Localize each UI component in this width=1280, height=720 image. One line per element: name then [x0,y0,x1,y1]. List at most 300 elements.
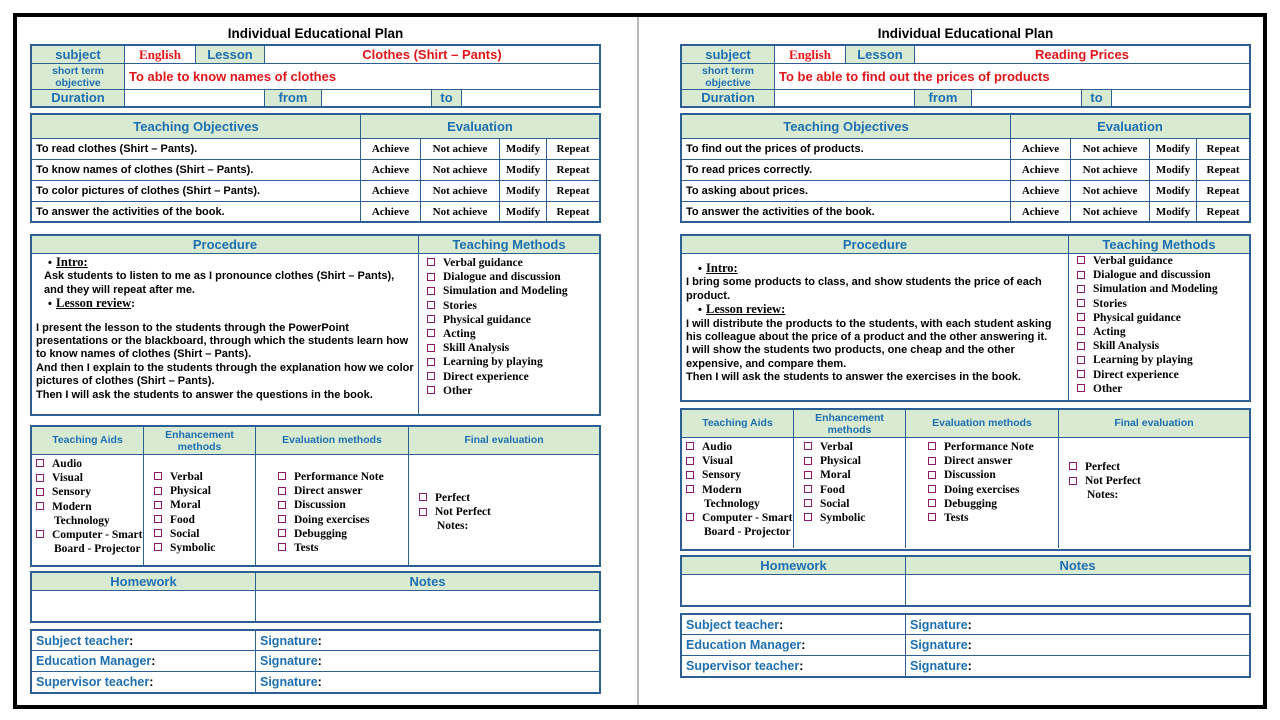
eval-option-modify[interactable]: Modify [1150,202,1197,223]
checkbox-item[interactable] [36,485,143,499]
checkbox-item[interactable] [686,440,793,454]
checkbox-icon[interactable] [154,472,162,480]
review-line: Then I will ask the students to answer the exercises in the book. [686,371,1021,384]
objective-item: To answer the activities of the book. [682,202,1011,223]
checkbox-item[interactable] [154,527,255,541]
objectives-header: Teaching Objectives [32,115,361,139]
checkbox-label: Food [820,483,845,496]
checkbox-icon[interactable] [278,529,286,537]
eval-methods-header: Evaluation methods [906,410,1059,438]
objective-item: To read clothes (Shirt – Pants). [32,139,361,160]
checkbox-label: Verbal guidance [1093,255,1173,267]
eval-option-not-achieve[interactable]: Not achieve [421,160,500,181]
checkbox-icon[interactable] [278,543,286,551]
eval-option-not-achieve[interactable]: Not achieve [421,139,500,160]
checkbox-item[interactable] [804,440,905,454]
checkbox-icon[interactable] [804,499,812,507]
eval-option-modify[interactable]: Modify [500,160,547,181]
checkbox-label: Perfect [1085,461,1121,473]
final-notes-label: Notes: [1087,489,1119,502]
checkbox-label: Computer - Smart Board - Projector [52,529,143,556]
checkbox-item[interactable] [1077,353,1249,367]
checkbox-item[interactable] [1077,339,1249,353]
role-label: Education Manager [686,638,802,653]
checkbox-label: Physical [170,485,211,498]
checkbox-item[interactable] [154,470,255,484]
eval-option-modify[interactable]: Modify [1150,160,1197,181]
checkbox-icon[interactable] [427,344,435,352]
evaluation-header: Evaluation [361,115,599,139]
checkbox-icon[interactable] [804,442,812,450]
checkbox-item[interactable] [804,454,905,468]
signature-label: Signature [260,654,318,669]
eval-option-modify[interactable]: Modify [1150,139,1197,160]
homework-header: Homework [682,557,906,575]
signature-label: Signature [910,618,968,632]
eval-option-modify[interactable]: Modify [500,202,547,223]
role-label: Education Manager [36,654,152,669]
checkbox-icon[interactable] [419,508,427,516]
signature-role [682,635,906,655]
eval-option-achieve[interactable]: Achieve [361,202,421,223]
checkbox-label: Stories [443,299,477,312]
subject-value: English [775,46,846,64]
signature-role [682,656,906,676]
notes-header: Notes [906,557,1249,575]
checkbox-label: Acting [443,328,476,341]
eval-option-not-achieve[interactable]: Not achieve [1071,139,1150,160]
checkbox-icon[interactable] [427,358,435,366]
signature-field[interactable] [906,615,1249,635]
final-eval-header: Final evaluation [409,427,599,455]
checkbox-item[interactable] [36,457,143,471]
signature-field[interactable] [906,656,1249,676]
checkbox-label: Computer - Smart Board - Projector [702,512,793,539]
procedure-body [682,254,1069,400]
eval-option-not-achieve[interactable]: Not achieve [1071,181,1150,202]
checkbox-icon[interactable] [419,493,427,501]
role-label: Supervisor teacher [686,658,800,673]
signature-label: Signature [910,658,968,673]
checkbox-icon[interactable] [1069,477,1077,485]
checkbox-item[interactable] [427,384,599,398]
checkbox-icon[interactable] [36,474,44,482]
eval-option-repeat[interactable]: Repeat [556,206,590,218]
signature-table [680,613,1251,678]
role-colon: : [801,638,806,653]
checkbox-item[interactable] [804,468,905,482]
checkbox-label: Modern Technology [702,483,760,510]
checkbox-item[interactable] [419,505,599,519]
final-eval-header: Final evaluation [1059,410,1249,438]
eval-option-repeat[interactable]: Repeat [547,160,599,181]
checkbox-label: Visual [702,455,733,468]
checkbox-item[interactable] [928,483,1058,497]
procedure-header: Procedure [682,236,1069,254]
to-label: to [432,90,462,106]
checkbox-item[interactable] [278,527,408,541]
eval-option-modify[interactable]: Modify [500,181,547,202]
checkbox-item[interactable] [427,355,599,369]
signature-field[interactable] [256,672,599,692]
eval-option-modify[interactable]: Modify [500,139,547,160]
objective-value: To able to know names of clothes [125,64,599,90]
checkbox-icon[interactable] [36,459,44,467]
eval-option-repeat[interactable]: Repeat [1206,206,1240,218]
checkbox-item[interactable] [154,498,255,512]
checkbox-item[interactable] [1077,382,1249,396]
checkbox-item[interactable] [427,341,599,355]
signature-colon: : [967,658,972,673]
notes-input[interactable] [256,591,599,621]
checkbox-icon[interactable] [1077,271,1085,279]
eval-option-repeat[interactable]: Repeat [1197,181,1249,202]
homework-input[interactable] [32,591,256,621]
signature-colon: : [317,634,322,648]
checkbox-item[interactable] [154,484,255,498]
final-eval-list [1059,438,1249,548]
checkbox-item[interactable] [427,256,599,270]
subject-label: subject [32,46,125,64]
lesson-label: Lesson [196,46,265,64]
checkbox-icon[interactable] [1077,299,1085,307]
checkbox-label: Performance Note [944,441,1034,453]
objective-item: To answer the activities of the book. [32,202,361,223]
checkbox-icon[interactable] [278,487,286,495]
checkbox-icon[interactable] [278,472,286,480]
checkbox-label: Modern Technology [52,500,110,527]
checkbox-icon[interactable] [1077,370,1085,378]
checkbox-icon[interactable] [154,515,162,523]
checkbox-icon[interactable] [804,471,812,479]
checkbox-item[interactable] [278,498,408,512]
checkbox-icon[interactable] [1069,462,1077,470]
enhancement-header: Enhancement methods [144,427,256,455]
checkbox-icon[interactable] [427,315,435,323]
checkbox-item[interactable] [427,327,599,341]
aids-header: Teaching Aids [682,410,794,438]
eval-option-achieve[interactable]: Achieve [1011,181,1071,202]
review-colon: : [131,298,135,311]
objective-item: To know names of clothes (Shirt – Pants). [32,160,361,181]
checkbox-item[interactable] [1069,474,1249,488]
checkbox-item[interactable] [686,511,793,539]
checkbox-icon[interactable] [928,471,936,479]
checkbox-label: Moral [820,469,851,482]
role-colon: : [799,658,804,673]
checkbox-label: Social [820,497,850,510]
checkbox-label: Dialogue and discussion [443,271,561,284]
procedure-table [680,234,1251,402]
checkbox-item[interactable] [686,454,793,468]
duration-label: Duration [682,90,775,106]
lesson-value: Reading Prices [915,46,1249,64]
from-value [322,90,432,106]
methods-header: Teaching Methods [419,236,599,254]
subject-label: subject [682,46,775,64]
checkbox-icon[interactable] [427,258,435,266]
checkbox-item[interactable] [1077,297,1249,311]
lesson-plan-page [30,20,601,700]
aids-header: Teaching Aids [32,427,144,455]
eval-option-achieve[interactable]: Achieve [1011,202,1071,223]
checkbox-label: Tests [294,542,319,555]
checkbox-item[interactable] [686,468,793,482]
checkbox-label: Audio [52,458,83,470]
checkbox-item[interactable] [36,528,143,556]
intro-section: • Intro: Ask students to listen to me as I pronounce clothes (Shirt – Pants), and they will repeat after me. • Lesson review: [36,256,414,312]
checkbox-item[interactable] [1077,325,1249,339]
aids-table [680,408,1251,551]
checkbox-label: Symbolic [820,512,866,525]
checkbox-icon[interactable] [154,501,162,509]
checkbox-icon[interactable] [154,487,162,495]
eval-option-repeat[interactable]: Repeat [1197,160,1249,181]
checkbox-item[interactable] [686,483,793,511]
signature-role [32,651,256,671]
methods-list [419,254,599,414]
checkbox-icon[interactable] [278,501,286,509]
checkbox-icon[interactable] [804,485,812,493]
page-divider [637,17,639,705]
checkbox-label: Acting [1093,326,1126,339]
objective-item: To color pictures of clothes (Shirt – Pants). [32,181,361,202]
checkbox-item[interactable] [427,370,599,384]
signature-colon: : [317,654,322,669]
intro-section: • Intro: I bring some products to class, and show students the price of each product. • Lesson review: [686,262,1064,318]
methods-list [1069,254,1249,400]
checkbox-label: Verbal [820,441,853,453]
checkbox-icon[interactable] [928,457,936,465]
checkbox-icon[interactable] [804,457,812,465]
homework-table [30,571,601,623]
intro-label: Intro: [706,261,738,275]
role-label: Subject teacher [686,618,780,632]
eval-option-achieve[interactable]: Achieve [361,139,421,160]
signature-label: Signature [910,638,968,653]
checkbox-icon[interactable] [427,372,435,380]
duration-value [125,90,265,106]
checkbox-item[interactable] [427,299,599,313]
eval-option-achieve[interactable]: Achieve [361,160,421,181]
checkbox-icon[interactable] [427,301,435,309]
eval-option-repeat[interactable]: Repeat [1197,139,1249,160]
checkbox-item[interactable] [1069,460,1249,474]
checkbox-label: Social [170,527,200,540]
eval-option-achieve[interactable]: Achieve [361,181,421,202]
eval-option-modify[interactable]: Modify [1150,181,1197,202]
procedure-table [30,234,601,416]
evaluation-header: Evaluation [1011,115,1249,139]
eval-option-repeat[interactable]: Repeat [547,181,599,202]
checkbox-icon[interactable] [1077,356,1085,364]
procedure-body [32,254,419,414]
objective-item: To read prices correctly. [682,160,1011,181]
checkbox-label: Food [170,513,195,526]
objective-item: To asking about prices. [682,181,1011,202]
notes-header: Notes [256,573,599,591]
signature-field[interactable] [906,635,1249,655]
checkbox-icon[interactable] [1077,256,1085,264]
checkbox-icon[interactable] [804,513,812,521]
lesson-value: Clothes (Shirt – Pants) [265,46,599,64]
homework-input[interactable] [682,575,906,605]
review-line: I will show the students two products, one cheap and the other expensive, and compare them. [686,344,1015,370]
checkbox-icon[interactable] [686,471,694,479]
notes-input[interactable] [906,575,1249,605]
checkbox-item[interactable] [1077,254,1249,268]
checkbox-icon[interactable] [154,529,162,537]
aids-list [32,455,144,565]
checkbox-label: Direct experience [1093,368,1179,381]
header-table [30,44,601,108]
checkbox-label: Not Perfect [435,506,491,519]
checkbox-label: Moral [170,499,201,512]
checkbox-icon[interactable] [36,502,44,510]
checkbox-item[interactable] [1077,282,1249,296]
checkbox-label: Physical [820,455,861,468]
eval-option-not-achieve[interactable]: Not achieve [421,202,500,223]
checkbox-icon[interactable] [427,329,435,337]
checkbox-label: Learning by playing [1093,354,1193,367]
intro-text: I bring some products to class, and show students the price of each product. [686,276,1042,302]
checkbox-label: Debugging [294,527,348,540]
intro-text: Ask students to listen to me as I pronounce clothes (Shirt – Pants), and they will repeat after me. [44,270,395,296]
checkbox-item[interactable] [154,541,255,555]
duration-label: Duration [32,90,125,106]
final-eval-list [409,455,599,565]
checkbox-label: Other [443,384,473,397]
checkbox-item[interactable] [1077,368,1249,382]
checkbox-item[interactable] [804,497,905,511]
signature-field[interactable] [256,631,599,651]
checkbox-label: Sensory [52,486,91,499]
checkbox-icon[interactable] [928,499,936,507]
plan-title: Individual Educational Plan [877,26,1054,41]
checkbox-icon[interactable] [928,513,936,521]
checkbox-item[interactable] [36,500,143,528]
signature-role [682,615,906,635]
checkbox-label: Visual [52,472,83,485]
checkbox-item[interactable] [804,511,905,525]
review-line: Then I will ask the students to answer the questions in the book. [36,388,373,401]
to-value [1112,90,1249,106]
checkbox-icon[interactable] [427,287,435,295]
eval-option-not-achieve[interactable]: Not achieve [1071,202,1150,223]
checkbox-label: Discussion [944,469,996,482]
checkbox-label: Doing exercises [294,513,370,526]
checkbox-icon[interactable] [1077,342,1085,350]
intro-label: Intro: [56,255,88,269]
review-text [36,322,414,402]
checkbox-icon[interactable] [36,530,44,538]
checkbox-label: Discussion [294,499,346,512]
role-label: Supervisor teacher [36,674,150,689]
checkbox-item[interactable] [278,541,408,555]
checkbox-item[interactable] [427,270,599,284]
checkbox-icon[interactable] [686,513,694,521]
plan-title: Individual Educational Plan [227,26,404,41]
checkbox-icon[interactable] [1077,313,1085,321]
eval-option-not-achieve[interactable]: Not achieve [421,181,500,202]
review-line: And then I explain to the students through the explanation how we color pictures of clothes (Shirt – Pants). [36,361,414,388]
review-label: Lesson review [56,296,132,311]
checkbox-item[interactable] [928,497,1058,511]
homework-header: Homework [32,573,256,591]
aids-table [30,425,601,567]
checkbox-icon[interactable] [928,442,936,450]
checkbox-label: Doing exercises [944,483,1020,496]
checkbox-item[interactable] [928,440,1058,454]
checkbox-item[interactable] [427,284,599,298]
checkbox-item[interactable] [278,513,408,527]
checkbox-item[interactable] [278,470,408,484]
checkbox-icon[interactable] [36,488,44,496]
checkbox-item[interactable] [928,468,1058,482]
eval-option-not-achieve[interactable]: Not achieve [1071,160,1150,181]
lesson-plan-page [680,20,1251,700]
checkbox-item[interactable] [36,471,143,485]
review-label: Lesson review: [706,302,786,317]
checkbox-item[interactable] [1077,311,1249,325]
checkbox-icon[interactable] [427,386,435,394]
signature-field[interactable] [256,651,599,671]
role-colon: : [151,654,156,669]
signature-colon: : [967,618,972,632]
checkbox-icon[interactable] [686,457,694,465]
eval-option-repeat[interactable]: Repeat [547,139,599,160]
role-colon: : [779,618,784,632]
to-value [462,90,599,106]
checkbox-icon[interactable] [1077,285,1085,293]
checkbox-label: Verbal guidance [443,257,523,269]
objectives-table [30,113,601,223]
procedure-header: Procedure [32,236,419,254]
checkbox-item[interactable] [427,313,599,327]
checkbox-label: Dialogue and discussion [1093,269,1211,282]
from-label: from [265,90,322,106]
checkbox-item[interactable] [804,483,905,497]
checkbox-label: Audio [702,441,733,453]
header-table [680,44,1251,108]
checkbox-icon[interactable] [686,485,694,493]
checkbox-item[interactable] [1077,268,1249,282]
signature-role [32,631,256,651]
checkbox-icon[interactable] [928,485,936,493]
checkbox-icon[interactable] [1077,327,1085,335]
checkbox-icon[interactable] [427,273,435,281]
checkbox-icon[interactable] [278,515,286,523]
eval-option-achieve[interactable]: Achieve [1011,160,1071,181]
checkbox-icon[interactable] [1077,384,1085,392]
checkbox-label: Simulation and Modeling [443,285,568,298]
duration-value [775,90,915,106]
checkbox-item[interactable] [928,454,1058,468]
checkbox-item[interactable] [928,511,1058,525]
eval-methods-header: Evaluation methods [256,427,409,455]
checkbox-item[interactable] [154,513,255,527]
enhancement-header: Enhancement methods [794,410,906,438]
checkbox-item[interactable] [419,491,599,505]
objective-label: short term objective [32,64,125,90]
checkbox-icon[interactable] [154,543,162,551]
objective-label: short term objective [682,64,775,90]
enhancement-list [144,455,256,565]
checkbox-icon[interactable] [686,442,694,450]
checkbox-item[interactable] [278,484,408,498]
objective-value: To be able to find out the prices of products [775,64,1249,90]
eval-option-achieve[interactable]: Achieve [1011,139,1071,160]
